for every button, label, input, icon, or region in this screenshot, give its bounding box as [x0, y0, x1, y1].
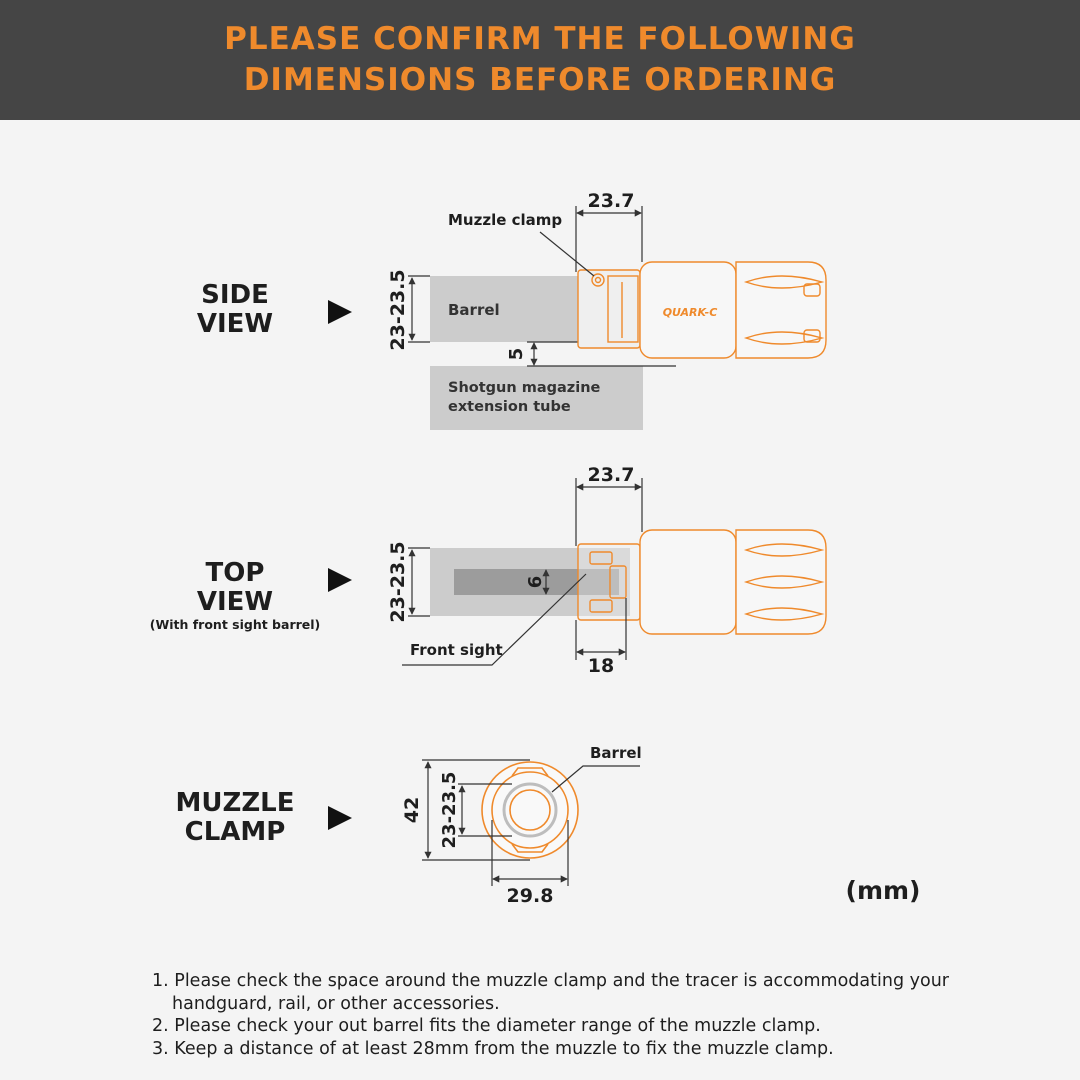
side-muzzle-clamp-label: Muzzle clamp — [448, 211, 563, 229]
side-muzzle-clamp — [578, 270, 640, 348]
side-muzzle-clamp-leader — [540, 232, 594, 276]
note-3: 3. Keep a distance of at least 28mm from the muzzle to fix the muzzle clamp. — [152, 1038, 834, 1059]
header-title-line-2: DIMENSIONS BEFORE ORDERING — [243, 62, 837, 98]
top-dim-sight-width-label: 6 — [525, 575, 546, 589]
side-tube-label-line-1: Shotgun magazine — [448, 380, 601, 396]
unit-label: (mm) — [845, 876, 921, 905]
top-dim-barrel-diameter — [408, 548, 430, 616]
muzzle-barrel-label: Barrel — [590, 744, 642, 762]
top-view-subtitle: (With front sight barrel) — [149, 617, 321, 632]
header-banner — [0, 0, 1080, 120]
top-dim-clamp-width-label: 23.7 — [587, 464, 635, 486]
side-view-title-line-1: SIDE — [201, 280, 269, 310]
notes-list — [152, 970, 1052, 1060]
side-barrel-label: Barrel — [448, 301, 500, 319]
side-brand-text: QUARK-C — [662, 306, 718, 319]
dimension-diagram — [0, 120, 1080, 1080]
side-dim-barrel-diameter-label: 23-23.5 — [387, 269, 409, 351]
muzzle-clamp-end-view — [482, 762, 578, 858]
top-muzzle-clamp — [578, 544, 640, 620]
top-dim-clamp-width — [576, 478, 642, 546]
muzzle-dim-width-label: 29.8 — [506, 885, 554, 907]
side-dim-clamp-width — [576, 206, 642, 272]
top-view-title-line-1: TOP — [205, 558, 265, 588]
top-dim-bottom-label: 18 — [587, 655, 615, 677]
side-view-title-line-2: VIEW — [196, 309, 274, 339]
top-view — [150, 464, 826, 677]
muzzle-view-title-line-1: MUZZLE — [175, 788, 295, 818]
top-view-arrow-icon — [328, 568, 352, 592]
side-dim-barrel-diameter — [408, 276, 430, 342]
top-tracer-body — [640, 530, 826, 634]
muzzle-dim-outer-label: 42 — [401, 796, 423, 824]
side-view-arrow-icon — [328, 300, 352, 324]
side-dim-gap-label: 5 — [506, 347, 527, 361]
muzzle-dim-inner-label: 23-23.5 — [439, 771, 460, 849]
top-dim-barrel-diameter-label: 23-23.5 — [387, 541, 409, 623]
side-tube-label-line-2: extension tube — [448, 399, 571, 415]
side-dim-clamp-width-label: 23.7 — [587, 190, 635, 212]
side-magazine-tube — [430, 366, 643, 430]
note-1: 1. Please check the space around the muzzle clamp and the tracer is accommodating your handguard, rail, or other accessories. — [152, 971, 949, 1014]
muzzle-view-title-line-2: CLAMP — [184, 817, 286, 847]
side-view — [197, 190, 826, 430]
muzzle-clamp-view — [175, 744, 641, 907]
muzzle-view-arrow-icon — [328, 806, 352, 830]
top-view-title-line-2: VIEW — [196, 587, 274, 617]
note-2: 2. Please check your out barrel fits the diameter range of the muzzle clamp. — [152, 1016, 821, 1036]
header-title-line-1: PLEASE CONFIRM THE FOLLOWING — [224, 21, 856, 57]
top-front-sight-label: Front sight — [410, 641, 503, 659]
